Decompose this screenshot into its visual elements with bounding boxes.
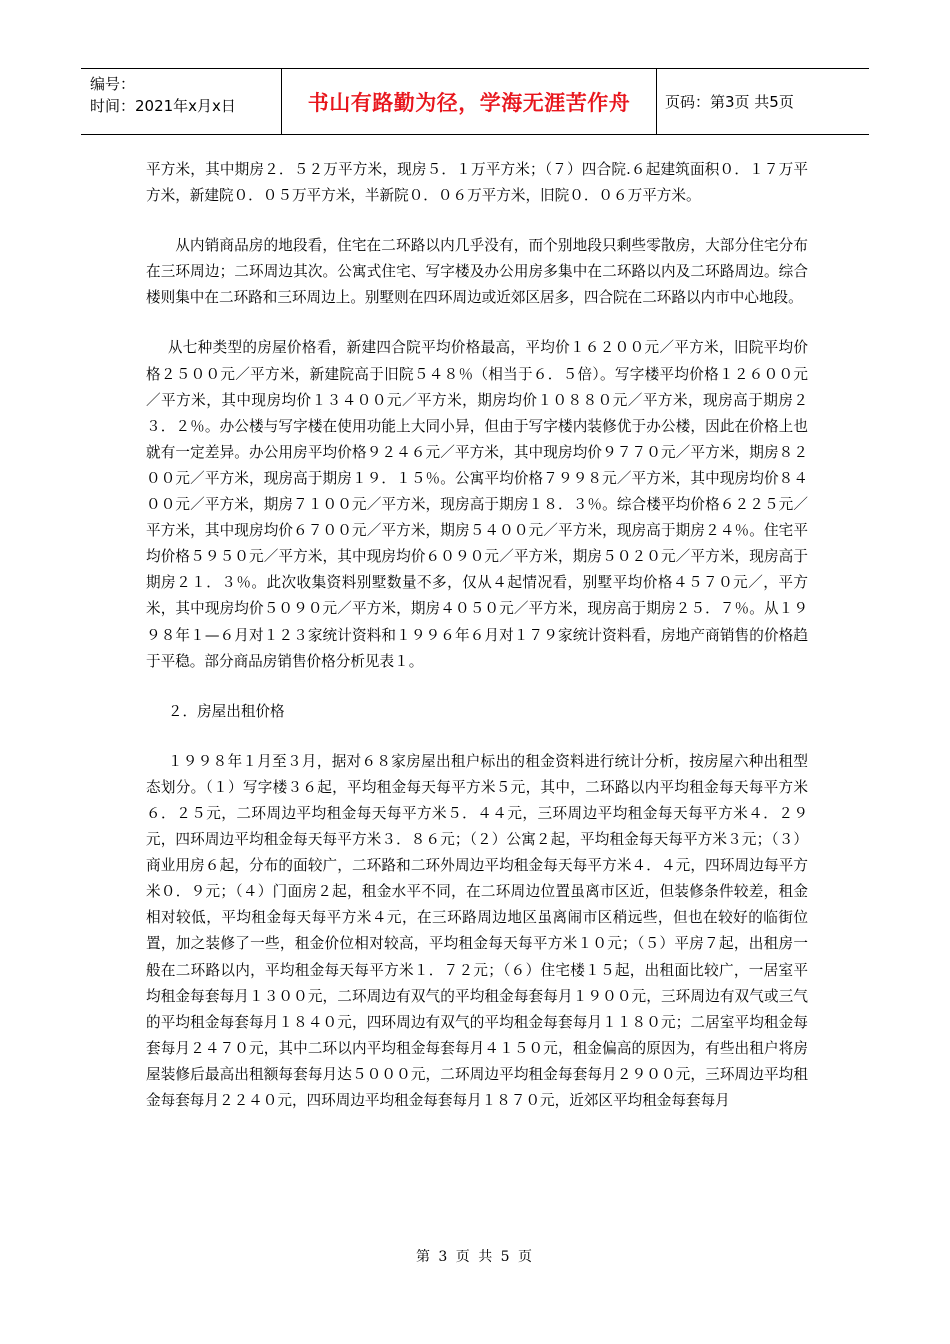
paragraph-continuation: 平方米，其中期房２．５２万平方米，现房５．１万平方米；（７）四合院.６起建筑面积０．１７万平方米，新建院０．０５万平方米，半新院０．０６万平方米，旧院０．０６万平方米。 xyxy=(146,161,808,205)
section-heading-rental-price: ２．房屋出租价格 xyxy=(167,702,285,720)
paragraph-location-analysis: 从内销商品房的地段看，住宅在二环路以内几乎没有，而个别地段只剩些零散房，大部分住宅分布在三环周边；二环周边其次。公寓式住宅、写字楼及办公用房多集中在二环路以内及二环路周边。综合楼则集中在二环路和三环周边上。别墅则在四环周边或近郊区居多，四合院在二环路以内市中心地段。 xyxy=(146,237,808,307)
header-motto: 书山有路勤为径，学海无涯苦作舟 xyxy=(282,69,657,134)
document-body xyxy=(146,157,808,1138)
header-page-number: 页码：第3页 共5页 xyxy=(665,93,794,111)
document-date: 时间：2021年x月x日 xyxy=(90,97,236,115)
header-meta xyxy=(81,69,282,134)
document-number: 编号： xyxy=(90,75,136,93)
paragraph-rental-analysis: １９９８年１月至３月，据对６８家房屋出租户标出的租金资料进行统计分析，按房屋六种出租型态划分。（１）写字楼３６起，平均租金每天每平方米５元，其中，二环路以内平均租金每天每平方米６．２５元，二环周边平均租金每天每平方米５．４４元，三环周边平均租金每天每平方米４．２９元，四环周边平均租金每天每平方米３．８６元；（２）公寓２起，平均租金每天每平方米３元；（３）商业用房６起，分布的面较广，二环路和二环外周边平均租金每天每平方米４．４元，四环周边每平方米０．９元；（４）门面房２起，租金水平不同，在二环周边位置虽离市区近，但装修条件较差，租金相对较低，平均租金每天每平方米４元，在三环路周边地区虽离闹市区稍远些，但也在较好的临街位置，加之装修了一些，租金价位相对较高，平均租金每天每平方米１０元；（５）平房７起，出租房一般在二环路以内，平均租金每天每平方米１．７２元；（６）住宅楼１５起，出租面比较广，一居室平均租金每套每月１３００元，二环周边有双气的平均租金每套每月１９００元，三环周边有双气或三气的平均租金每套每月１８４０元，四环周边有双气的平均租金每套每月１１８０元；二居室平均租金每套每月２４７０元，其中二环以内平均租金每套每月４１５０元，租金偏高的原因为，有些出租户将房屋装修后最高出租额每套每月达５０００元，二环周边平均租金每套每月２９００元，三环周边平均租金每套每月２２４０元，四环周边平均租金每套每月１８７０元，近郊区平均租金每套每月 xyxy=(146,752,808,1109)
page-footer: 第 3 页 共 5 页 xyxy=(415,1249,535,1265)
paragraph-price-analysis: 从七种类型的房屋价格看，新建四合院平均价格最高，平均价１６２００元／平方米，旧院平均价格２５００元／平方米，新建院高于旧院５４８％（相当于６．５倍）。写字楼平均价格１２６００元／平方米，其中现房均价１３４００元／平方米，期房均价１０８８０元／平方米，现房高于期房２３．２％。办公楼与写字楼在使用功能上大同小异，但由于写字楼内装修优于办公楼，因此在价格上也就有一定差异。办公用房平均价格９２４６元／平方米，其中现房均价９７７０元／平方米，期房８２００元／平方米，现房高于期房１９．１５％。公寓平均价格７９９８元／平方米，其中现房均价８４００元／平方米，期房７１００元／平方米，现房高于期房１８．３％。综合楼平均价格６２２５元／平方米，其中现房均价６７００元／平方米，期房５４００元／平方米，现房高于期房２４％。住宅平均价格５９５０元／平方米，其中现房均价６０９０元／平方米，期房５０２０元／平方米，现房高于期房２１．３％。此次收集资料别墅数量不多，仅从４起情况看，别墅平均价格４５７０元／，平方米，其中现房均价５０９０元／平方米，期房４０５０元／平方米，现房高于期房２５．７％。从１９９８年１—６月对１２３家统计资料和１９９６年６月对１７９家统计资料看，房地产商销售的价格趋于平稳。部分商品房销售价格分析见表１。 xyxy=(146,339,808,670)
page-header xyxy=(81,68,869,135)
